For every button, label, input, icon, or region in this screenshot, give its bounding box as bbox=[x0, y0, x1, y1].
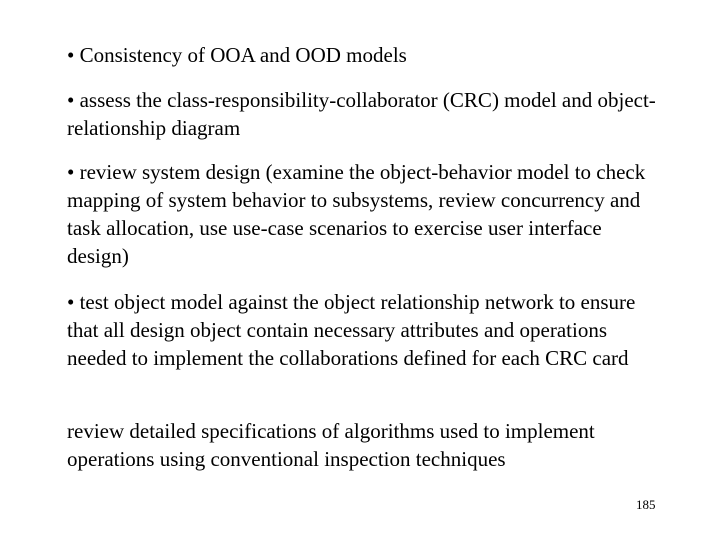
bullet-test-object-model: • test object model against the object relationship network to ensure that all design object contain necessary attributes and operations needed to implement the collaborations defined for each CRC card bbox=[67, 290, 636, 370]
bullet-consistency: • Consistency of OOA and OOD models bbox=[67, 43, 407, 67]
bullet-assess-crc: • assess the class-responsibility-collaborator (CRC) model and object-relationship diagram bbox=[67, 88, 656, 140]
page-number: 185 bbox=[636, 497, 656, 512]
paragraph-review-algorithms: review detailed specifications of algorithms used to implement operations using conventional inspection techniques bbox=[67, 419, 595, 471]
bullet-review-system-design: • review system design (examine the object-behavior model to check mapping of system behavior to subsystems, review concurrency and task allocation, use use-case scenarios to exercise user interface design) bbox=[67, 160, 646, 268]
